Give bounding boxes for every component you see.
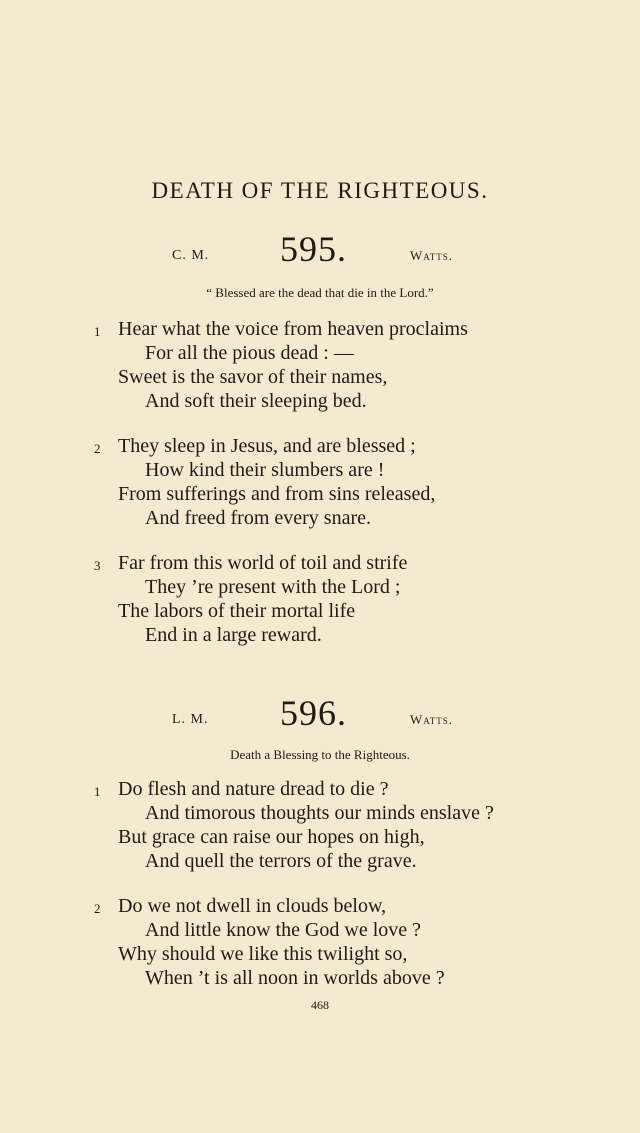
hymn-header-596 xyxy=(0,690,640,734)
page-number: 468 xyxy=(311,998,329,1012)
verse-line: When ’t is all noon in worlds above ? xyxy=(145,967,445,989)
hymn-number: 596. xyxy=(280,693,347,733)
hymn-author: Watts. xyxy=(410,712,454,727)
stanza-number: 1 xyxy=(94,784,101,799)
verse-line: End in a large reward. xyxy=(145,624,322,646)
verse-line: Sweet is the savor of their names, xyxy=(118,366,388,388)
hymn-number: 595. xyxy=(280,229,347,269)
verse-line: Why should we like this twilight so, xyxy=(118,943,408,965)
verse-line: Do flesh and nature dread to die ? xyxy=(118,778,389,800)
verse-line: Far from this world of toil and strife xyxy=(118,552,408,574)
verse-line: Hear what the voice from heaven proclaims xyxy=(118,318,468,340)
verse-line: And timorous thoughts our minds enslave ? xyxy=(145,802,494,824)
stanza-number: 2 xyxy=(94,441,101,456)
verse-line: And quell the terrors of the grave. xyxy=(145,850,417,872)
hymn-meter: C. M. xyxy=(172,248,210,263)
hymn-subtitle: Death a Blessing to the Righteous. xyxy=(230,747,410,762)
verse-line: And little know the God we love ? xyxy=(145,919,422,941)
verse-line: Do we not dwell in clouds below, xyxy=(118,895,387,917)
section-title: DEATH OF THE RIGHTEOUS. xyxy=(151,178,489,203)
hymn-header-595 xyxy=(0,226,640,270)
verse-line: The labors of their mortal life xyxy=(118,600,356,622)
hymn-meter: L. M. xyxy=(172,712,209,727)
verse-line: They sleep in Jesus, and are blessed ; xyxy=(118,435,416,457)
verse-line: But grace can raise our hopes on high, xyxy=(118,826,425,848)
verse-line: And soft their sleeping bed. xyxy=(145,390,367,412)
verse-line: From sufferings and from sins released, xyxy=(118,483,436,505)
verse-line: For all the pious dead : — xyxy=(145,342,354,364)
verse-line: They ’re present with the Lord ; xyxy=(145,576,401,598)
stanza-number: 1 xyxy=(94,324,101,339)
verse-line: And freed from every snare. xyxy=(145,507,372,529)
hymn-subtitle: “ Blessed are the dead that die in the Lord.” xyxy=(206,285,434,300)
verse-line: How kind their slumbers are ! xyxy=(145,459,385,481)
stanza-number: 3 xyxy=(94,558,101,573)
hymn-author: Watts. xyxy=(410,248,454,263)
stanza-number: 2 xyxy=(94,901,101,916)
